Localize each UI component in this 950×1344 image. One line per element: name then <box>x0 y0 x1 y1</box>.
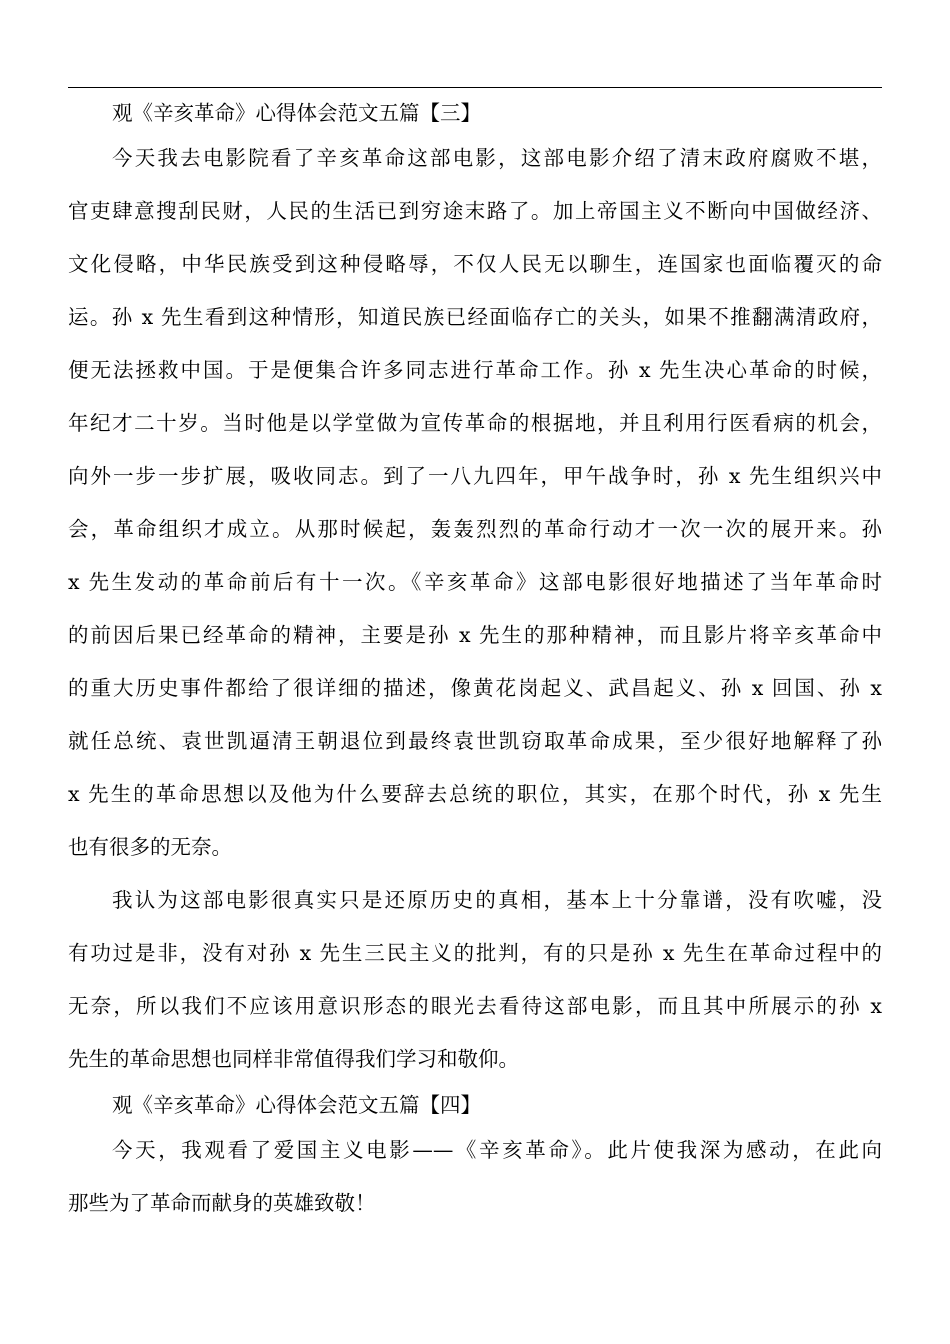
paragraph-line: 今天，我观看了爱国主义电影——《辛亥革命》。此片使我深为感动，在此向 <box>112 1138 882 1162</box>
paragraph-line: 的前因后果已经革命的精神，主要是孙 x 先生的那种精神，而且影片将辛亥革命中 <box>68 623 882 647</box>
paragraph <box>68 874 882 1086</box>
paragraph-line: 那些为了革命而献身的英雄致敬！ <box>68 1191 376 1215</box>
paragraph-line: 会，革命组织才成立。从那时候起，轰轰烈烈的革命行动才一次一次的展开来。孙 <box>68 517 882 541</box>
paragraph-line: 有功过是非，没有对孙 x 先生三民主义的批判，有的只是孙 x 先生在革命过程中的 <box>68 941 882 965</box>
paragraph-line: 运。孙 x 先生看到这种情形，知道民族已经面临存亡的关头，如果不推翻满清政府， <box>68 305 882 329</box>
section-heading: 观《辛亥革命》心得体会范文五篇【四】 <box>112 1093 481 1117</box>
paragraph-line: 官吏肆意搜刮民财，人民的生活已到穷途末路了。加上帝国主义不断向中国做经济、 <box>68 199 882 223</box>
paragraph-line: x 先生发动的革命前后有十一次。《辛亥革命》这部电影很好地描述了当年革命时 <box>68 570 882 594</box>
paragraph-line: 也有很多的无奈。 <box>68 835 232 859</box>
paragraph-line: 无奈，所以我们不应该用意识形态的眼光去看待这部电影，而且其中所展示的孙 x <box>68 994 882 1018</box>
paragraph-line: x 先生的革命思想以及他为什么要辞去总统的职位，其实，在那个时代，孙 x 先生 <box>68 782 882 806</box>
paragraph-line: 文化侵略，中华民族受到这种侵略辱，不仅人民无以聊生，连国家也面临覆灭的命 <box>68 252 882 276</box>
paragraph-line: 先生的革命思想也同样非常值得我们学习和敬仰。 <box>68 1047 519 1071</box>
paragraph-line: 便无法拯救中国。于是便集合许多同志进行革命工作。孙 x 先生决心革命的时候， <box>68 358 882 382</box>
paragraph <box>68 1124 882 1230</box>
paragraph-line: 我认为这部电影很真实只是还原历史的真相，基本上十分靠谱，没有吹嘘，没 <box>112 888 882 912</box>
paragraph-line: 向外一步一步扩展，吸收同志。到了一八九四年，甲午战争时，孙 x 先生组织兴中 <box>68 464 882 488</box>
header-rule <box>68 87 882 88</box>
paragraph-line: 年纪才二十岁。当时他是以学堂做为宣传革命的根据地，并且利用行医看病的机会， <box>68 411 882 435</box>
paragraph-line: 的重大历史事件都给了很详细的描述，像黄花岗起义、武昌起义、孙 x 回国、孙 x <box>68 676 882 700</box>
document-body <box>68 94 882 1230</box>
paragraph-line: 就任总统、袁世凯逼清王朝退位到最终袁世凯窃取革命成果，至少很好地解释了孙 <box>68 729 882 753</box>
paragraph-line: 今天我去电影院看了辛亥革命这部电影，这部电影介绍了清末政府腐败不堪， <box>112 146 882 170</box>
paragraph <box>68 132 882 874</box>
section-heading: 观《辛亥革命》心得体会范文五篇【三】 <box>112 101 481 125</box>
